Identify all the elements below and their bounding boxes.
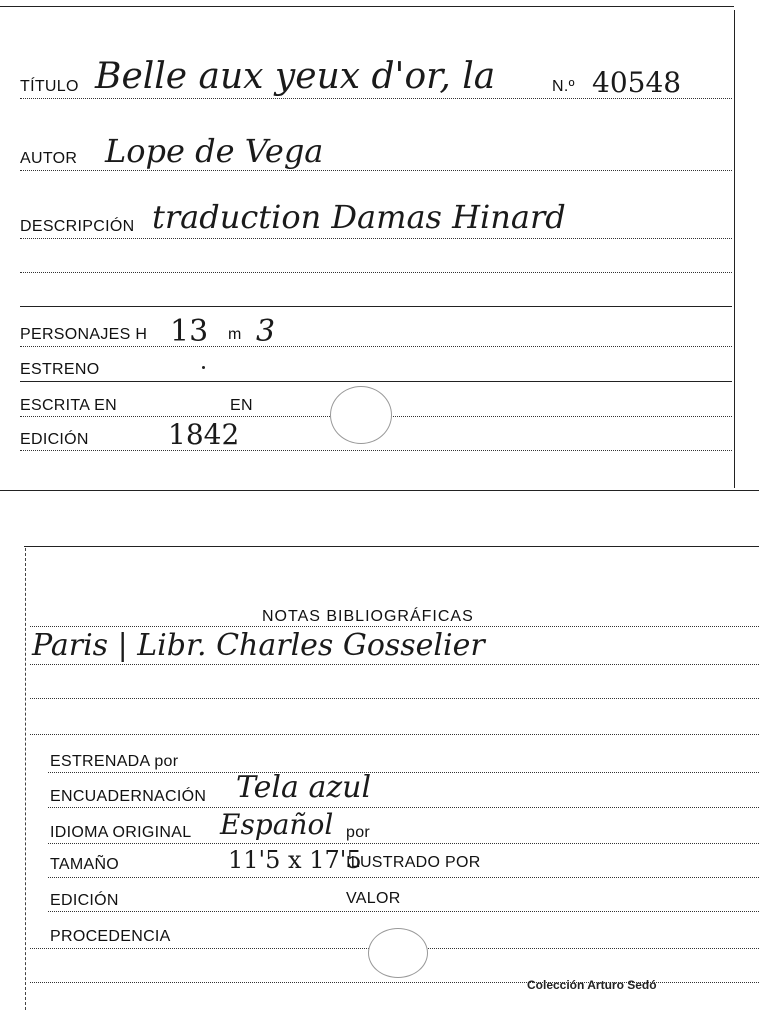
personajes-h-value: 13 xyxy=(170,314,209,349)
punch-hole-front xyxy=(330,386,392,444)
front-card-top-edge xyxy=(0,6,734,7)
notas-heading: NOTAS BIBLIOGRÁFICAS xyxy=(262,608,474,625)
personajes-m-value: 3 xyxy=(256,314,276,349)
escrita-en-label: ESCRITA EN xyxy=(20,397,117,414)
back-card-left-edge xyxy=(25,548,26,1010)
front-card-right-edge xyxy=(734,10,735,488)
coleccion-footer: Colección Arturo Sedó xyxy=(527,978,657,992)
notas-line-2 xyxy=(30,664,759,665)
numero-label: N.º xyxy=(552,78,575,95)
encuadernacion-label: ENCUADERNACIÓN xyxy=(50,788,207,805)
descripcion-label: DESCRIPCIÓN xyxy=(20,218,135,235)
autor-value: Lope de Vega xyxy=(105,132,324,170)
edicion-label: EDICIÓN xyxy=(20,431,89,448)
idioma-por-label: por xyxy=(346,824,371,841)
autor-line xyxy=(20,170,732,171)
titulo-value: Belle aux yeux d'or, la xyxy=(95,56,496,97)
edicion-back-label: EDICIÓN xyxy=(50,892,119,909)
notas-line-1 xyxy=(30,626,759,627)
en-label: EN xyxy=(230,397,253,414)
edicion-back-line xyxy=(48,911,759,912)
notas-value: Paris | Libr. Charles Gosselier xyxy=(32,628,485,663)
idioma-line xyxy=(48,843,759,844)
edicion-line xyxy=(20,450,732,451)
ink-speck xyxy=(202,366,205,369)
descripcion-value: traduction Damas Hinard xyxy=(152,198,566,236)
tamano-label: TAMAÑO xyxy=(50,856,120,873)
tamano-value: 11'5 x 17'5 xyxy=(228,846,362,874)
notas-line-3 xyxy=(30,698,759,699)
encuadernacion-value: Tela azul xyxy=(236,770,372,805)
descripcion-line-1 xyxy=(20,238,732,239)
encuadernacion-line xyxy=(48,807,759,808)
estreno-label: ESTRENO xyxy=(20,361,100,378)
descripcion-line-2 xyxy=(20,272,732,273)
punch-hole-back xyxy=(368,928,428,978)
tamano-line xyxy=(48,877,759,878)
autor-label: AUTOR xyxy=(20,150,78,167)
descripcion-line-3 xyxy=(20,306,732,307)
personajes-label: PERSONAJES H xyxy=(20,326,148,343)
notas-line-4 xyxy=(30,734,759,735)
estrenada-label: ESTRENADA por xyxy=(50,753,179,770)
idioma-label: IDIOMA ORIGINAL xyxy=(50,824,192,841)
personajes-m-label: m xyxy=(228,326,242,343)
edicion-value: 1842 xyxy=(168,418,240,451)
front-card-bottom-edge xyxy=(0,490,759,491)
titulo-label: TÍTULO xyxy=(20,78,79,95)
personajes-line xyxy=(20,346,732,347)
estrenada-line xyxy=(48,772,759,773)
procedencia-label: PROCEDENCIA xyxy=(50,928,171,945)
back-card-top-edge xyxy=(24,546,759,547)
ilustrado-label: ILUSTRADO POR xyxy=(346,854,481,871)
valor-label: VALOR xyxy=(346,890,401,907)
estreno-line xyxy=(20,381,732,382)
titulo-line xyxy=(20,98,732,99)
numero-value: 40548 xyxy=(592,66,682,99)
idioma-value: Español xyxy=(220,808,334,841)
